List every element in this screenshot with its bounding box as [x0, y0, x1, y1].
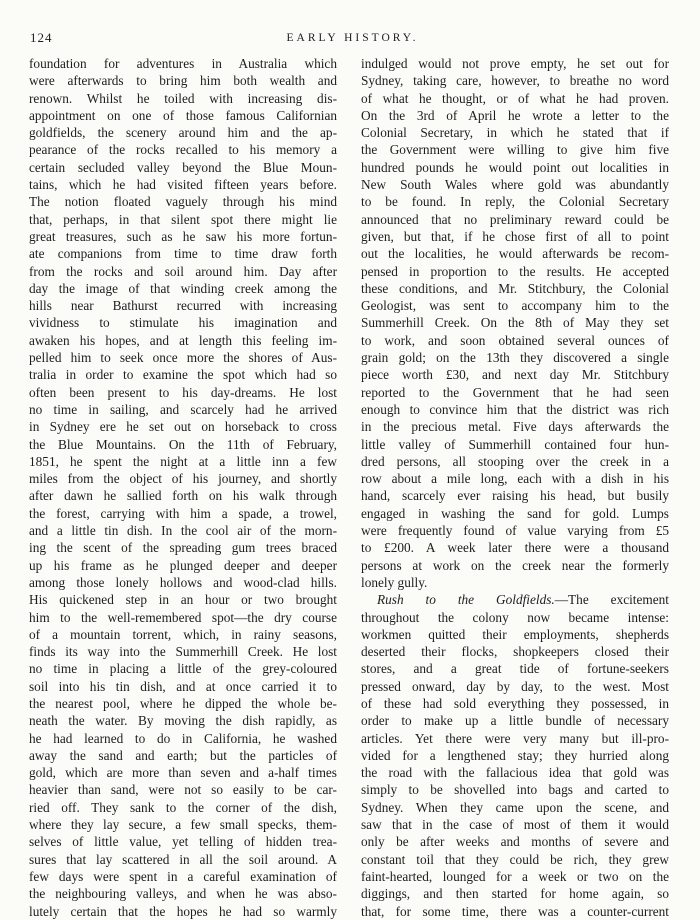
text-line: pressed onward, day by day, to the west. Most	[361, 678, 669, 694]
text-line: pelled him to seek once more the shores of Aus-	[29, 350, 337, 366]
text-line: pearance of the rocks recalled to his memory a	[29, 142, 337, 158]
text-line: to work, and soon obtained several ounces of	[361, 332, 669, 348]
text-line: and a little tin dish. In the cool air of the morn-	[29, 523, 337, 539]
text-line: lutely certain that the hopes he had so warmly	[29, 903, 337, 919]
text-line: hand, scarcely ever raising his head, but busily	[361, 488, 669, 504]
text-line: Summerhill Creek. On the 8th of May they set	[361, 315, 669, 331]
running-title: EARLY HISTORY.	[286, 32, 419, 44]
text-line: hills near Bathurst recurred with increasing	[29, 298, 337, 314]
text-line: His quickened step in an hour or two brought	[29, 592, 337, 608]
text-line: neath the water. By moving the dish rapidly, as	[29, 713, 337, 729]
text-line: out the localities, he would afterwards be recom-	[361, 246, 669, 262]
text-line: were frequently found of value varying from £5	[361, 523, 669, 539]
text-line: were afterwards to bring him both wealth and	[29, 73, 337, 89]
page-header	[30, 30, 675, 50]
text-line: to be found. In reply, the Colonial Secretary	[361, 194, 669, 210]
text-line: few days were spent in a careful examination of	[29, 868, 337, 884]
right-column	[361, 55, 669, 920]
text-line: selves of little value, yet telling of hidden trea-	[29, 834, 337, 850]
text-line: Sydney, taking care, however, to breathe no word	[361, 73, 669, 89]
text-line: workmen quitted their employments, shepherds	[361, 626, 669, 642]
text-line: On the 3rd of April he wrote a letter to the	[361, 107, 669, 123]
text-line: great treasures, such as he saw his more fortun-	[29, 228, 337, 244]
text-line: that, perhaps, in that silent spot there might lie	[29, 211, 337, 227]
text-line: little valley of Summerhill contained four hun-	[361, 436, 669, 452]
text-line: lonely gully.	[361, 574, 428, 590]
text-line: Sydney. When they came upon the scene, and	[361, 799, 669, 815]
text-line: where they lay secure, a few small specks, them-	[29, 817, 337, 833]
text-line: in the precious metal. Five days afterwards the	[361, 419, 669, 435]
text-line: away the sand and earth; but the particles of	[29, 747, 337, 763]
text-line: simply to be shovelled into bags and carted to	[361, 782, 669, 798]
text-line: awaken his hopes, and at length this feeling im-	[29, 332, 337, 348]
text-line: often been present to his day-dreams. He lost	[29, 384, 337, 400]
text-line: after dawn he sallied forth on his walk through	[29, 488, 337, 504]
text-line: hundred pounds he would point out localities in	[361, 159, 669, 175]
page-number: 124	[30, 30, 53, 45]
text-line: these conditions, and Mr. Stitchbury, the Colonial	[361, 280, 669, 296]
text-line: persons at work on the creek near the formerly	[361, 557, 669, 573]
text-line: the forest, carrying with him a spade, a trowel,	[29, 505, 337, 521]
text-line: faint-hearted, lounged for a week or two on the	[361, 868, 669, 884]
text-line: Colonial Secretary, in which he stated that if	[361, 125, 669, 141]
text-line: the Blue Mountains. On the 11th of February,	[29, 436, 337, 452]
text-line: only be after weeks and months of severe and	[361, 834, 669, 850]
text-line: grain gold; on the 13th they discovered a single	[361, 350, 669, 366]
text-line: that, for some time, there was a counter-current	[361, 903, 669, 919]
text-line: Geologist, was sent to accompany him to the	[361, 298, 669, 314]
text-line: from the rocks and soil around him. Day after	[29, 263, 337, 279]
text-line: no time in placing a little of the grey-coloured	[29, 661, 337, 677]
text-line: vividness to stimulate his imagination and	[29, 315, 337, 331]
section-heading-continuation: —The excitement	[554, 592, 669, 608]
text-line: the Government were willing to give him five	[361, 142, 669, 158]
text-line: the road with the fallacious idea that gold was	[361, 765, 669, 781]
text-line: finds its way into the Summerhill Creek. He lost	[29, 644, 337, 660]
text-line: heavier than sand, were not so easily to be car-	[29, 782, 337, 798]
text-line: him to the well-remembered spot—the dry course	[29, 609, 337, 625]
text-line: renown. Whilst he toiled with increasing dis-	[29, 90, 337, 106]
text-line: deserted their flocks, shopkeepers closed their	[361, 644, 669, 660]
text-line: tains, which he had visited fifteen years before.	[29, 177, 337, 193]
text-line: ing the scent of the spreading gum trees braced	[29, 540, 337, 556]
left-column	[29, 55, 337, 920]
text-line: soil into his tin dish, and at once carried it to	[29, 678, 337, 694]
text-line: of these had sold everything they possessed, in	[361, 695, 669, 711]
text-line: day the image of that winding creek among the	[29, 280, 337, 296]
text-line: 1851, he spent the night at a little inn a few	[29, 453, 337, 469]
text-line: sures that lay scattered in all the soil around. A	[29, 851, 337, 867]
text-line: the neighbouring valleys, and when he was abso-	[29, 886, 337, 902]
text-line: constant toil that they could be rich, they grew	[361, 851, 669, 867]
text-line: the nearest pool, where he dipped the whole be-	[29, 695, 337, 711]
section-heading-line	[361, 591, 669, 608]
text-line: ate companions from time to time draw forth	[29, 246, 337, 262]
text-line: in Sydney ere he set out on horseback to cross	[29, 419, 337, 435]
text-line: The notion floated vaguely through his mind	[29, 194, 337, 210]
text-line: ried off. They sank to the corner of the dish,	[29, 799, 337, 815]
text-line: certain secluded valley beyond the Blue Moun-	[29, 159, 337, 175]
text-line: of what he thought, or of what he had proven.	[361, 90, 669, 106]
text-line: foundation for adventures in Australia which	[29, 56, 337, 71]
text-line: given, but that, if he chose first of all to point	[361, 228, 669, 244]
text-line: miles from the object of his journey, and shortly	[29, 471, 337, 487]
text-line: diggings, and then started for home again, so	[361, 886, 669, 902]
text-line: reported to the Government that he had seen	[361, 384, 669, 400]
text-line: engaged in washing the sand for gold. Lumps	[361, 505, 669, 521]
text-line: tralia in order to examine the spot which had so	[29, 367, 337, 383]
text-line: gold, which are more than seven and a-half times	[29, 765, 337, 781]
text-line: pensed in proportion to the results. He accepted	[361, 263, 669, 279]
text-line: New South Wales where gold was abundantly	[361, 177, 669, 193]
text-line: goldfields, the scenery around him and the ap-	[29, 125, 337, 141]
text-line: appointment on one of those famous Californian	[29, 107, 337, 123]
text-line: articles. Yet there were very many but ill-pro-	[361, 730, 669, 746]
text-line: saw that in the case of most of them it would	[361, 817, 669, 833]
text-line: enough to convince him that the district was rich	[361, 401, 669, 417]
text-line: announced that no preliminary reward could be	[361, 211, 669, 227]
text-line: dred persons, all stooping over the creek in a	[361, 453, 669, 469]
text-line: he had learned to do in California, he washed	[29, 730, 337, 746]
text-line: row about a mile long, each with a dish in his	[361, 471, 669, 487]
text-line: piece worth £30, and next day Mr. Stitchbury	[361, 367, 669, 383]
text-line: among those lonely hollows and wood-clad hills.	[29, 574, 337, 590]
text-line: no time in sailing, and scarcely had he arrived	[29, 401, 337, 417]
text-line: of a mountain torrent, which, in rainy seasons,	[29, 626, 337, 642]
section-heading: Rush to the Goldfields.	[377, 592, 555, 608]
text-line: throughout the colony now became intense:	[361, 609, 669, 625]
text-line: order to make up a little bundle of necessary	[361, 713, 669, 729]
text-line: vided for a lengthened stay; they hurried along	[361, 747, 669, 763]
text-line: indulged would not prove empty, he set out for	[361, 56, 669, 71]
text-line: up his frame as he plunged deeper and deeper	[29, 557, 337, 573]
text-line: to £200. A week later there were a thousand	[361, 540, 669, 556]
text-line: stores, and a great tide of fortune-seekers	[361, 661, 669, 677]
